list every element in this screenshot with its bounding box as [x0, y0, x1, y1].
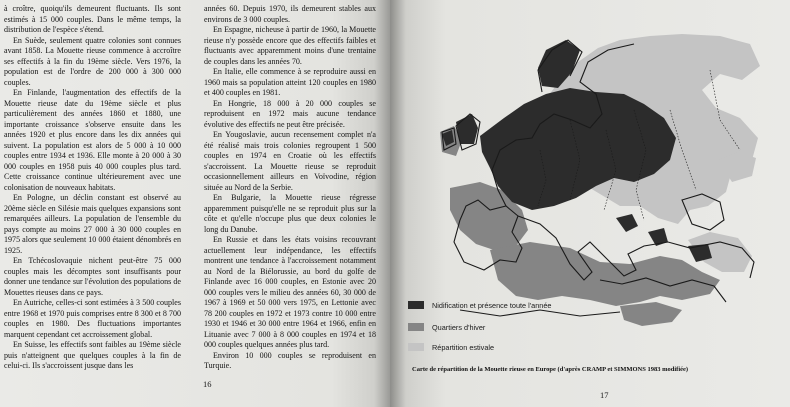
legend-swatch-breeding: [408, 301, 424, 309]
europe-map-figure: [420, 10, 766, 340]
paragraph: En Russie et dans les états voisins recouvrant actuellement leur indépendance, les effectifs montrent une tendance à l'accroissement notamment au Nord de la Biélorussie, au bord du golfe de Finlande avec 16 000 couples, en Estonie avec 20 000 couples vers le milieu des années 60, 30 000 de 1967 à 1969 et 50 000 vers 1975, en Lettonie avec 78 200 couples en 1972 et 1973 contre 10 000 entre 1930 et 1946 et 30 000 entre 1964 et 1966, enfin en Lituanie avec 7 000 à 8 000 couples en 1974 et 18 000 couples quelques années plus tard.: [204, 235, 376, 349]
legend-swatch-summer: [408, 343, 424, 351]
text-column-2: [204, 4, 376, 372]
distribution-map: [420, 10, 766, 340]
map-caption: Carte de répartition de la Mouette rieuse en Europe (d'après CRAMP et SIMMONS 1983 modifiée): [412, 366, 689, 373]
paragraph: Environ 10 000 couples se reproduisent en Turquie.: [204, 350, 376, 370]
legend-item-summer: [408, 343, 598, 353]
paragraph: En Finlande, l'augmentation des effectifs de la Mouette rieuse date du 19ème siècle et plus particulièrement des années 1860 et 1880, une importante croissance s'observe ensuite dans les années 1920 et plus encore dans les dix années qui suivent. La population est alors de 5 000 à 10 000 couples entre 1934 et 1936. Elle monte à 20 000 à 30 000 couples en 1958 puis 40 000 couples plus tard. Cette croissance continue ultérieurement avec une colonisation de nouveaux habitats.: [4, 88, 181, 192]
paragraph: En Pologne, un déclin constant est observé au 20ème siècle en Silésie mais quelques expansions sont remarquées ailleurs. La population de l'ensemble du pays compte au moins 27 000 à 30 000 couples en 1975 alors que seulement 10 000 étaient dénombrés en 1925.: [4, 193, 181, 255]
paragraph: années 60. Depuis 1970, ils demeurent stables aux environs de 3 000 couples.: [204, 4, 376, 24]
paragraph: En Autriche, celles-ci sont estimées à 3 500 couples entre 1968 et 1970 puis comprises entre 8 300 et 8 700 couples en 1980. Des fluctuations importantes marquent cependant cet accroissement global.: [4, 298, 181, 339]
page-number-left: 16: [203, 379, 212, 389]
paragraph: En Suède, seulement quatre colonies sont connues avant 1858. La Mouette rieuse commence à accroître ses effectifs à la fin du 19ème siècle. Vers 1976, la population est de l'ordre de 200 000 à 300 000 couples.: [4, 35, 181, 87]
paragraph: En Suisse, les effectifs sont faibles au 19ème siècle puis n'atteignent que quelques couples à la fin de celui-ci. Ils s'accroissent jusque dans les: [4, 340, 181, 370]
paragraph: En Bulgarie, la Mouette rieuse régresse apparemment puisqu'elle ne se reproduit plus sur la côte et qu'elle n'occupe plus que deux colonies le long du Danube.: [204, 193, 376, 234]
legend-item-breeding: [408, 301, 598, 311]
paragraph: En Yougoslavie, aucun recensement complet n'a été réalisé mais trois colonies regroupent 1 500 couples en 1974 en Croatie où les effectifs s'accroissent. La Mouette rieuse se reproduit occasionnellement ailleurs en Voïvodine, région située au Nord de la Serbie.: [204, 130, 376, 192]
paragraph: En Hongrie, 18 000 à 20 000 couples se reproduisent en 1972 mais aucune tendance évolutive des effectifs ne peut être précisée.: [204, 98, 376, 129]
legend-item-wintering: [408, 323, 598, 333]
text-column-1: [4, 4, 181, 372]
paragraph: En Italie, elle commence à se reproduire aussi en 1960 mais sa population atteint 120 couples en 1980 et 400 couples en 1981.: [204, 67, 376, 97]
paragraph: En Tchécoslovaquie nichent peut-être 75 000 couples mais les décomptes sont insuffisants pour donner une tendance sur l'évolution des populations de Mouettes rieuses dans ce pays.: [4, 256, 181, 297]
page-number-right: 17: [600, 390, 609, 400]
left-page: [0, 0, 390, 407]
legend-label-summer: Répartition estivale: [432, 343, 495, 352]
legend-swatch-wintering: [408, 323, 424, 331]
paragraph: En Espagne, nicheuse à partir de 1960, la Mouette rieuse n'y possède encore que des effectifs faibles et fluctuants avec apparemment moins d'une trentaine de couples dans les années 70.: [204, 25, 376, 66]
legend-label-wintering: Quartiers d'hiver: [432, 323, 486, 332]
paragraph: à croître, quoiqu'ils demeurent fluctuants. Ils sont estimés à 15 000 couples. Dans le même temps, la distribution de l'espèce s'étend.: [4, 4, 181, 34]
legend-label-breeding: Nidification et présence toute l'année: [432, 301, 552, 310]
